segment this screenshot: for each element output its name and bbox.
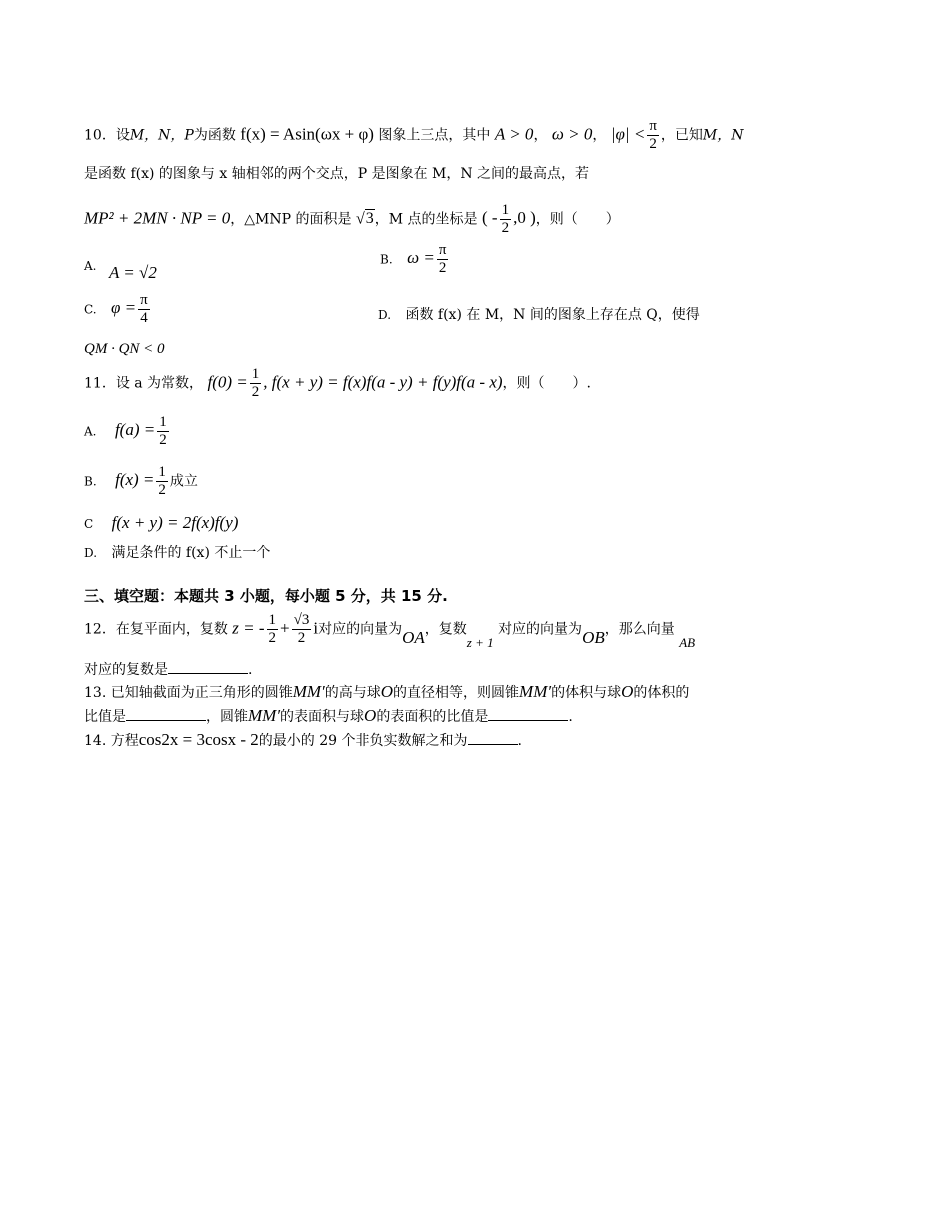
frac-num: 1 (251, 366, 260, 382)
q11-option-b (84, 464, 198, 499)
q10-ask: ，则（ ） (535, 211, 620, 228)
q12-ab: AB (679, 635, 696, 651)
sqrt-radicand: 3 (365, 210, 374, 228)
q10-line3 (84, 202, 620, 237)
q11-frac (250, 366, 262, 401)
option-label: D. (378, 308, 392, 322)
q12-plus: + (280, 618, 290, 638)
q11-f0: f(0) = (207, 372, 248, 392)
q12-text: 对应的向量为 (318, 621, 403, 638)
q13-answer-blank-1[interactable] (126, 720, 206, 721)
q11-stem (84, 366, 591, 401)
q10-coord (481, 202, 536, 236)
q10-cond-phi-frac (647, 118, 659, 153)
q14-equation: cos2x = 3cosx - 2 (138, 730, 259, 749)
q10-mn: M，N (702, 127, 744, 144)
q14-answer-blank[interactable] (468, 744, 518, 745)
period: . (517, 733, 522, 749)
q13-label: 13. 已知轴截面为正三角形的圆锥 (84, 685, 293, 701)
q11-label: 11．设 a 为常数， (84, 375, 204, 392)
q12-text3: 对应的向量为 (498, 621, 583, 638)
frac-den: 2 (159, 431, 167, 448)
q13-sphere: O (380, 682, 394, 701)
coord-frac (500, 202, 512, 237)
q13-line2 (84, 706, 573, 726)
option-label: A. (84, 259, 97, 273)
q13-cone2: MM′ (519, 682, 552, 701)
q12-z1: z + 1 (466, 635, 494, 651)
option-a-frac (157, 414, 169, 449)
q11-ask: ，则（ ）. (502, 375, 591, 392)
q12-answer-blank[interactable] (168, 673, 248, 674)
option-c-math: f(x + y) = 2f(x)f(y) (111, 513, 239, 532)
q10-sqrt: √3 (355, 210, 374, 228)
option-b-lhs: ω = (407, 248, 435, 268)
option-b-tail: 成立 (169, 473, 198, 490)
option-b-frac (437, 242, 449, 277)
frac-den: 2 (158, 481, 166, 498)
q10-option-d-cont (84, 340, 165, 358)
q10-text3: ，已知 (660, 127, 703, 144)
option-d-text: 函数 f(x) 在 M，N 间的图象上存在点 Q，使得 (405, 307, 700, 323)
q10-line2: 是函数 f(x) 的图象与 x 轴相邻的两个交点，P 是图象在 M，N 之间的最高点，若 (84, 166, 590, 182)
q13-cone: MM′ (292, 682, 325, 701)
option-label: C (84, 517, 94, 531)
q12-label: 12．在复平面内，复数 (84, 621, 228, 638)
frac-num: 1 (501, 202, 510, 218)
q10-text: 为函数 (193, 127, 236, 144)
q13-text2: 的直径相等，则圆锥 (393, 685, 520, 701)
frac-den: 2 (251, 383, 260, 400)
coord-post: ,0 ) (513, 208, 536, 228)
q13-line1 (84, 682, 689, 702)
q10-label: 10．设 (84, 127, 130, 144)
q13-cone3: MM′ (248, 706, 281, 725)
q10-coord-text: ，M 点的坐标是 (374, 211, 478, 228)
frac-num: 1 (268, 612, 277, 628)
frac-den: 2 (297, 629, 306, 646)
frac-num: 1 (159, 414, 167, 430)
q13-text5: 比值是 (84, 709, 126, 725)
q10-cond-phi: |φ| < (610, 124, 646, 144)
option-c-lhs: φ = (111, 298, 137, 318)
q12-frac2 (292, 612, 312, 647)
q13-text4: 的体积的 (633, 685, 690, 701)
period: . (568, 709, 573, 725)
q10-line1: 10．设M，N，P为函数 f(x) = Asin(ωx + φ) 图象上三点，其中 A > 0， ω > 0， |φ| < $\frac{\pi}{2}$ ，已知M，N (84, 118, 744, 152)
frac-num: 1 (158, 464, 166, 480)
option-b-lhs: f(x) = (115, 470, 155, 490)
q10-area-text: ，△MNP 的面积是 (230, 211, 352, 228)
q13-sphere2: O (621, 682, 634, 701)
q10-vector-eq: MP² + 2MN · NP = 0 (84, 208, 231, 228)
option-label: B. (84, 474, 97, 489)
q10-text2: 图象上三点，其中 (378, 127, 491, 144)
q10-option-b (380, 242, 450, 277)
frac-den: 2 (501, 219, 510, 236)
q13-text8: 的表面积的比值是 (376, 709, 489, 725)
q12-line1 (84, 612, 696, 651)
q14-text: 的最小的 29 个非负实数解之和为 (258, 733, 468, 749)
option-a-math: A = √2 (108, 263, 157, 282)
q12-answer-text: 对应的复数是 (84, 662, 168, 678)
section-3-title: 三、填空题：本题共 3 小题，每小题 5 分，共 15 分. (84, 587, 448, 605)
q11-option-a (84, 414, 171, 449)
q12-text2: ，复数 (424, 621, 467, 638)
q10-cond-a: A > 0 (494, 124, 534, 144)
q13-answer-blank-2[interactable] (488, 720, 568, 721)
frac-num: π (438, 242, 447, 258)
q10-cond-omega: ω > 0 (551, 124, 593, 144)
option-label: A. (84, 424, 97, 439)
q13-text6: ，圆锥 (206, 709, 248, 725)
frac-den: 2 (649, 135, 657, 152)
q12-text4: ，那么向量 (604, 621, 675, 638)
q11-option-d (84, 542, 270, 562)
q12-z: z = - (232, 618, 265, 638)
q12-line2 (84, 662, 252, 679)
frac-den: 2 (268, 629, 277, 646)
period: . (248, 662, 253, 678)
q13-sphere3: O (364, 706, 377, 725)
option-c-frac (138, 292, 150, 327)
option-a-lhs: f(a) = (114, 420, 156, 440)
q14-label: 14. 方程 (84, 733, 139, 749)
q13-text3: 的体积与球 (551, 685, 622, 701)
q14-line (84, 730, 522, 750)
option-label: B. (380, 252, 393, 267)
option-d-text: 满足条件的 f(x) 不止一个 (111, 545, 271, 561)
frac-num: π (140, 292, 148, 308)
q13-text7: 的表面积与球 (280, 709, 365, 725)
q10-points: M，N，P (129, 127, 194, 144)
frac-num: π (649, 118, 657, 134)
q10-option-c (84, 292, 152, 327)
option-b-frac (156, 464, 168, 499)
q10-function: f(x) = Asin(ωx + φ) (240, 124, 374, 144)
q10-option-a (84, 255, 157, 282)
q12-oa: OA (402, 628, 425, 648)
q12-frac1 (267, 612, 279, 647)
option-label: D. (84, 546, 98, 560)
q10-option-d (378, 304, 700, 324)
frac-num: √3 (293, 612, 310, 628)
q11-eq: , f(x + y) = f(x)f(a - y) + f(y)f(a - x) (263, 372, 503, 392)
q12-ob: OB (582, 628, 605, 648)
frac-den: 2 (438, 259, 447, 276)
q12-i: i (313, 618, 319, 638)
q13-text: 的高与球 (324, 685, 381, 701)
coord-pre: ( - (481, 208, 498, 228)
option-d-math: QM · QN < 0 (84, 341, 165, 357)
option-label: C. (84, 302, 97, 317)
frac-den: 4 (140, 309, 148, 326)
q11-option-c (84, 513, 238, 533)
